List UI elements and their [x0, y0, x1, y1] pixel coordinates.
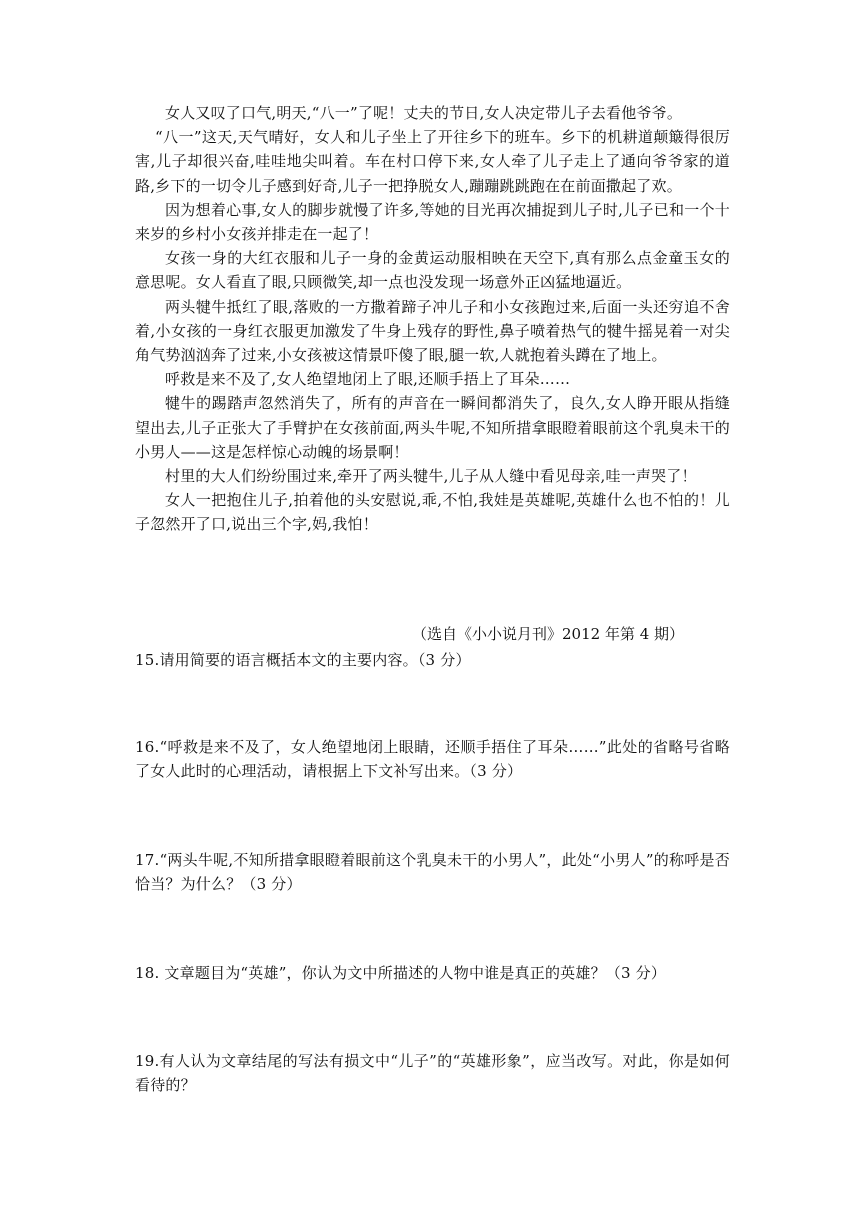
story-paragraph: 两头犍牛抵红了眼,落败的一方撒着蹄子冲儿子和小女孩跑过来,后面一头还穷追不舍着,小女孩的一身红衣服更加激发了牛身上残存的野性,鼻子喷着热气的犍牛摇晃着一对尖角气势汹汹奔了过来,小女孩被这情景吓傻了眼,腿一软,人就抱着头蹲在了地上。	[135, 297, 730, 365]
story-paragraph: 犍牛的踢踏声忽然消失了，所有的声音在一瞬间都消失了，良久,女人睁开眼从指缝望出去,儿子正张大了手臂护在女孩前面,两头牛呢,不知所措拿眼瞪着眼前这个乳臭未干的小男人——这是怎样惊心动魄的场景啊！	[135, 394, 730, 461]
story-paragraph: 女孩一身的大红衣服和儿子一身的金黄运动服相映在天空下,真有那么点金童玉女的意思呢。女人看直了眼,只顾微笑,却一点也没发现一场意外正凶猛地逼近。	[135, 249, 730, 292]
question-19: 19.有人认为文章结尾的写法有损文中“儿子”的“英雄形象”，应当改写。对此，你是如何看待的？	[135, 1052, 730, 1095]
question-18: 18. 文章题目为“英雄”，你认为文中所描述的人物中谁是真正的英雄？（3 分）	[135, 964, 667, 982]
question-16: 16.“呼救是来不及了，女人绝望地闭上眼睛，还顺手捂住了耳朵……”此处的省略号省略了女人此时的心理活动，请根据上下文补写出来。（3 分）	[135, 738, 730, 781]
story-paragraph: 村里的大人们纷纷围过来,牵开了两头犍牛,儿子从人缝中看见母亲,哇一声哭了！	[165, 467, 697, 486]
source-citation: （选自《小小说月刊》2012 年第 4 期）	[412, 625, 685, 643]
story-paragraph: 因为想着心事,女人的脚步就慢了许多,等她的目光再次捕捉到儿子时,儿子已和一个十来岁的乡村小女孩并排走在一起了！	[135, 200, 730, 244]
question-17: 17.“两头牛呢,不知所措拿眼瞪着眼前这个乳臭未干的小男人”，此处“小男人”的称呼是否恰当？为什么？（3 分）	[135, 851, 730, 894]
question-15: 15.请用简要的语言概括本文的主要内容。（3 分）	[135, 651, 471, 669]
story-text	[135, 101, 730, 537]
story-paragraph: 女人又叹了口气,明天,“八一”了呢！丈夫的节日,女人决定带儿子去看他爷爷。	[165, 104, 683, 122]
story-paragraph: 女人一把抱住儿子,拍着他的头安慰说,乖,不怕,我娃是英雄呢,英雄什么也不怕的！儿子忽然开了口,说出三个字,妈,我怕！	[135, 491, 730, 534]
story-paragraph: “八一”这天,天气晴好，女人和儿子坐上了开往乡下的班车。乡下的机耕道颠簸得很厉害,儿子却很兴奋,哇哇地尖叫着。车在村口停下来,女人牵了儿子走上了通向爷爷家的道路,乡下的一切令儿子感到好奇,儿子一把挣脱女人,蹦蹦跳跳跑在在前面撒起了欢。	[135, 128, 730, 195]
story-paragraph: 呼救是来不及了,女人绝望地闭上了眼,还顺手捂上了耳朵……	[165, 370, 571, 389]
